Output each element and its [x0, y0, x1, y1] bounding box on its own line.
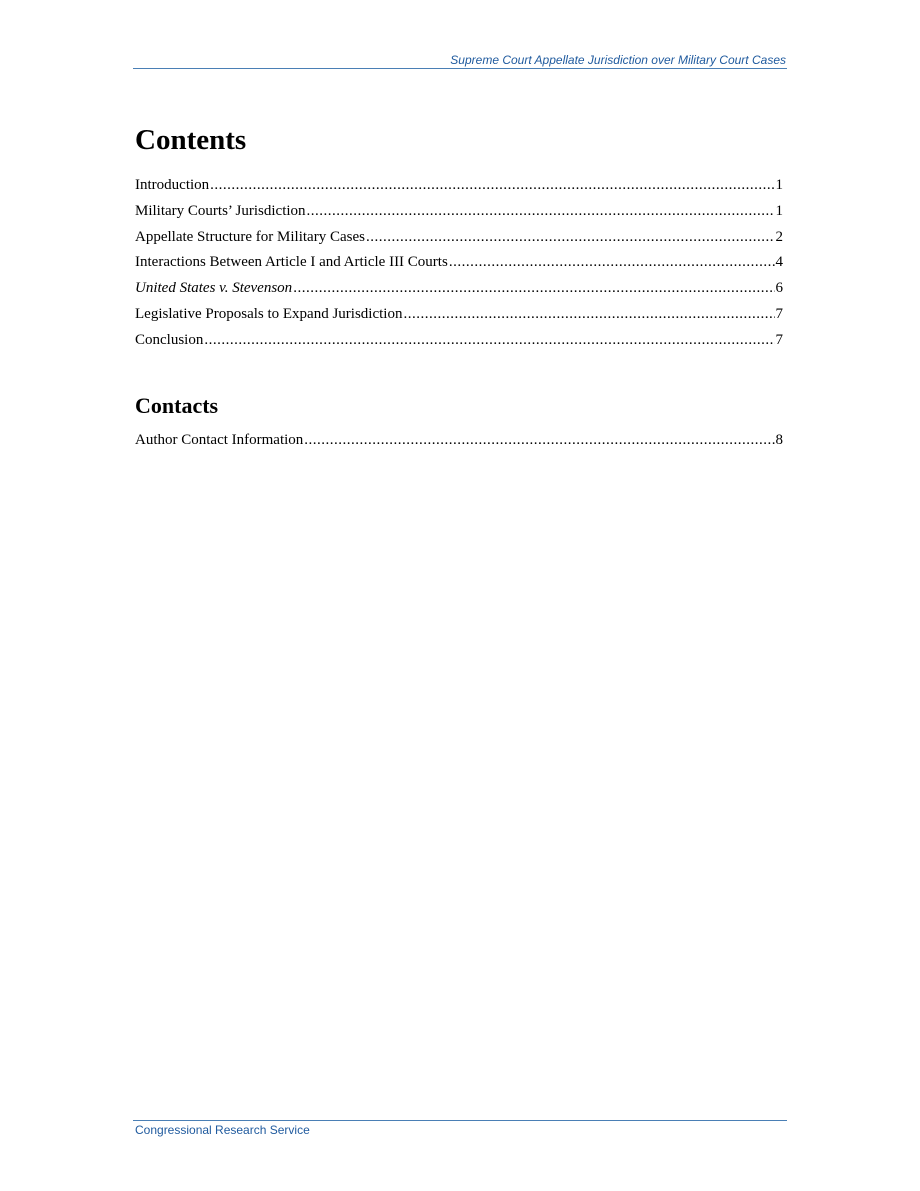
toc-entry-text: Introduction: [135, 177, 210, 193]
toc-entry-text: Legislative Proposals to Expand Jurisdiction: [135, 305, 403, 322]
toc-page-number: 4: [775, 254, 783, 271]
header-divider: [133, 68, 787, 69]
contents-heading: Contents: [135, 124, 247, 156]
table-of-contents: [135, 175, 783, 356]
toc-dot-leader: [403, 304, 774, 324]
footer-organization: Congressional Research Service: [135, 1123, 310, 1137]
toc-entry-text: Conclusion: [135, 331, 204, 348]
toc-dot-leader: [304, 430, 774, 450]
toc-entry-legislative-proposals[interactable]: [135, 304, 783, 330]
toc-entry-introduction[interactable]: [135, 175, 783, 201]
toc-entry-conclusion[interactable]: [135, 330, 783, 356]
contacts-list: [135, 430, 783, 456]
toc-entry-united-states-v-stevenson[interactable]: [135, 278, 783, 304]
toc-entry-author-contact-information[interactable]: [135, 430, 783, 456]
toc-dot-leader: [366, 227, 775, 247]
toc-page-number: 1: [775, 202, 783, 219]
toc-entry-article-interactions[interactable]: [135, 252, 783, 278]
toc-page-number: 7: [775, 305, 783, 322]
toc-page-number: 7: [775, 331, 783, 348]
toc-page-number: 1: [775, 177, 783, 193]
toc-dot-leader: [210, 175, 774, 195]
footer-divider: [133, 1120, 787, 1121]
running-header-title: Supreme Court Appellate Jurisdiction over Military Court Cases: [450, 53, 786, 67]
toc-entry-text: Military Courts’ Jurisdiction: [135, 202, 306, 219]
toc-entry-military-courts-jurisdiction[interactable]: [135, 201, 783, 227]
toc-dot-leader: [449, 252, 775, 272]
toc-entry-text: Interactions Between Article I and Article III Courts: [135, 254, 448, 271]
toc-entry-text: Author Contact Information: [135, 432, 304, 448]
toc-page-number: 8: [775, 432, 783, 448]
toc-dot-leader: [204, 330, 774, 350]
toc-dot-leader: [307, 201, 775, 221]
toc-entry-text: Appellate Structure for Military Cases: [135, 228, 365, 245]
toc-page-number: 2: [775, 228, 783, 245]
contacts-heading: Contacts: [135, 393, 219, 418]
toc-dot-leader: [293, 278, 774, 298]
toc-entry-text: United States v. Stevenson: [135, 280, 293, 297]
toc-page-number: 6: [775, 280, 783, 297]
toc-entry-appellate-structure[interactable]: [135, 227, 783, 253]
